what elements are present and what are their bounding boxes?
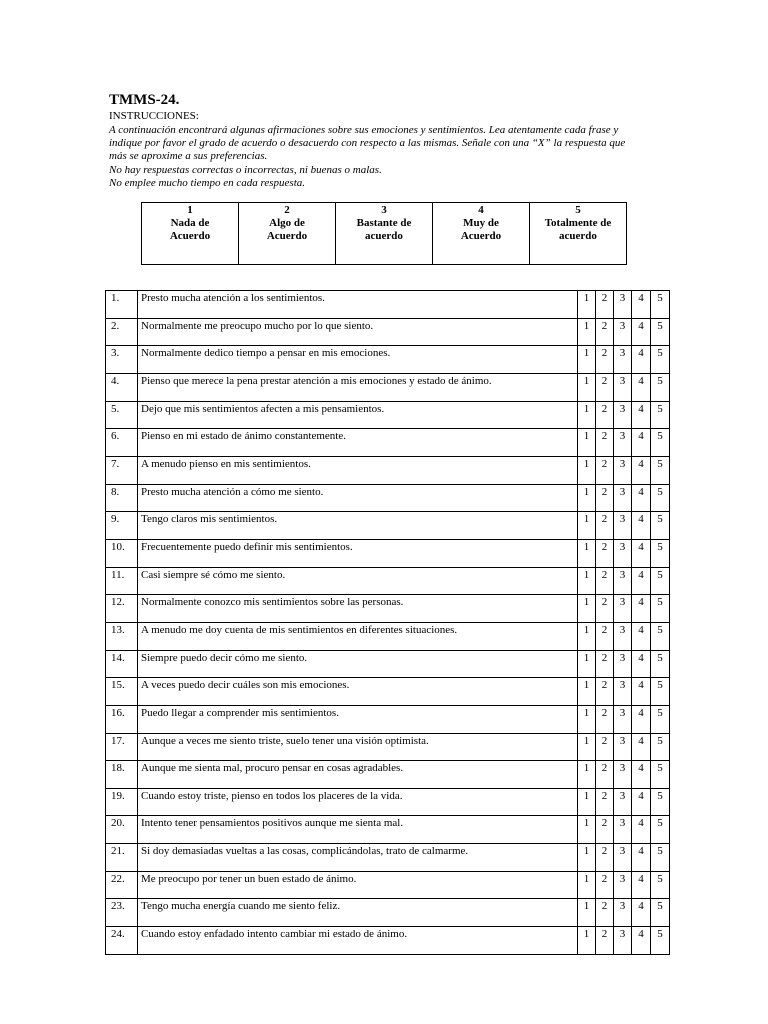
response-option-2[interactable]: 2 — [596, 816, 614, 844]
table-row — [106, 927, 670, 955]
response-option-4[interactable]: 4 — [632, 291, 651, 319]
response-option-1[interactable]: 1 — [578, 899, 596, 927]
item-statement: Cuando estoy enfadado intento cambiar mi estado de ánimo. — [138, 927, 578, 955]
scale-label: Acuerdo — [266, 230, 308, 242]
instructions-heading: INSTRUCCIONES: — [109, 110, 199, 122]
response-option-4[interactable]: 4 — [632, 650, 651, 678]
response-option-2[interactable]: 2 — [596, 927, 614, 955]
item-statement: Si doy demasiadas vueltas a las cosas, complicándolas, trato de calmarme. — [138, 844, 578, 872]
table-row — [106, 733, 670, 761]
scale-number: 1 — [187, 204, 193, 216]
table-row — [106, 761, 670, 789]
table-row — [106, 512, 670, 540]
table-row — [106, 816, 670, 844]
response-option-4[interactable]: 4 — [632, 539, 651, 567]
response-option-4[interactable]: 4 — [632, 318, 651, 346]
response-option-2[interactable]: 2 — [596, 484, 614, 512]
scale-row — [142, 203, 627, 265]
scale-label: acuerdo — [365, 230, 403, 242]
response-option-5[interactable]: 5 — [651, 595, 670, 623]
scale-label: Acuerdo — [169, 230, 211, 242]
item-number: 20. — [106, 816, 138, 844]
table-row — [106, 346, 670, 374]
response-option-1[interactable]: 1 — [578, 650, 596, 678]
response-option-4[interactable]: 4 — [632, 456, 651, 484]
item-number: 24. — [106, 927, 138, 955]
response-option-5[interactable]: 5 — [651, 678, 670, 706]
scale-label: acuerdo — [559, 230, 597, 242]
response-option-2[interactable]: 2 — [596, 733, 614, 761]
response-option-3[interactable]: 3 — [614, 678, 632, 706]
response-option-4[interactable]: 4 — [632, 705, 651, 733]
response-option-3[interactable]: 3 — [614, 373, 632, 401]
item-number: 14. — [106, 650, 138, 678]
response-option-5[interactable]: 5 — [651, 622, 670, 650]
response-option-2[interactable]: 2 — [596, 761, 614, 789]
response-option-3[interactable]: 3 — [614, 595, 632, 623]
scale-number: 4 — [478, 204, 484, 216]
response-option-5[interactable]: 5 — [651, 484, 670, 512]
item-number: 22. — [106, 871, 138, 899]
response-option-3[interactable]: 3 — [614, 871, 632, 899]
response-option-2[interactable]: 2 — [596, 844, 614, 872]
item-statement: Dejo que mis sentimientos afecten a mis pensamientos. — [138, 401, 578, 429]
item-number: 15. — [106, 678, 138, 706]
response-option-1[interactable]: 1 — [578, 622, 596, 650]
response-option-5[interactable]: 5 — [651, 816, 670, 844]
response-option-4[interactable]: 4 — [632, 761, 651, 789]
response-option-1[interactable]: 1 — [578, 373, 596, 401]
item-statement: Pienso en mi estado de ánimo constantemente. — [138, 429, 578, 457]
response-option-3[interactable]: 3 — [614, 291, 632, 319]
response-option-5[interactable]: 5 — [651, 650, 670, 678]
response-option-3[interactable]: 3 — [614, 899, 632, 927]
item-number: 11. — [106, 567, 138, 595]
response-option-4[interactable]: 4 — [632, 844, 651, 872]
item-statement: Presto mucha atención a los sentimientos. — [138, 291, 578, 319]
response-option-2[interactable]: 2 — [596, 456, 614, 484]
response-option-5[interactable]: 5 — [651, 318, 670, 346]
response-option-3[interactable]: 3 — [614, 733, 632, 761]
response-option-1[interactable]: 1 — [578, 595, 596, 623]
response-option-4[interactable]: 4 — [632, 401, 651, 429]
instructions-line: A continuación encontrará algunas afirmaciones sobre sus emociones y sentimientos. Lea atentamente cada frase y — [109, 124, 619, 136]
response-option-4[interactable]: 4 — [632, 927, 651, 955]
table-row — [106, 705, 670, 733]
response-option-3[interactable]: 3 — [614, 705, 632, 733]
scale-number: 2 — [284, 204, 290, 216]
response-option-1[interactable]: 1 — [578, 512, 596, 540]
item-number: 13. — [106, 622, 138, 650]
item-number: 7. — [106, 456, 138, 484]
response-option-1[interactable]: 1 — [578, 291, 596, 319]
response-option-3[interactable]: 3 — [614, 650, 632, 678]
item-statement: A menudo me doy cuenta de mis sentimientos en diferentes situaciones. — [138, 622, 578, 650]
response-option-2[interactable]: 2 — [596, 678, 614, 706]
response-option-1[interactable]: 1 — [578, 705, 596, 733]
item-statement: Normalmente me preocupo mucho por lo que siento. — [138, 318, 578, 346]
table-row — [106, 788, 670, 816]
response-option-3[interactable]: 3 — [614, 346, 632, 374]
response-option-3[interactable]: 3 — [614, 788, 632, 816]
response-option-5[interactable]: 5 — [651, 761, 670, 789]
table-row — [106, 291, 670, 319]
item-statement: Puedo llegar a comprender mis sentimientos. — [138, 705, 578, 733]
document-title: TMMS-24. — [109, 92, 180, 108]
response-option-2[interactable]: 2 — [596, 539, 614, 567]
response-option-2[interactable]: 2 — [596, 429, 614, 457]
response-option-1[interactable]: 1 — [578, 456, 596, 484]
table-row — [106, 401, 670, 429]
table-row — [106, 899, 670, 927]
item-statement: Aunque a veces me siento triste, suelo tener una visión optimista. — [138, 733, 578, 761]
response-option-4[interactable]: 4 — [632, 429, 651, 457]
item-statement: A menudo pienso en mis sentimientos. — [138, 456, 578, 484]
response-option-3[interactable]: 3 — [614, 484, 632, 512]
response-option-4[interactable]: 4 — [632, 788, 651, 816]
item-statement: Siempre puedo decir cómo me siento. — [138, 650, 578, 678]
item-number: 23. — [106, 899, 138, 927]
instructions-text — [109, 124, 669, 190]
item-number: 9. — [106, 512, 138, 540]
item-statement: Frecuentemente puedo definir mis sentimientos. — [138, 539, 578, 567]
response-option-1[interactable]: 1 — [578, 761, 596, 789]
response-option-3[interactable]: 3 — [614, 539, 632, 567]
response-option-2[interactable]: 2 — [596, 622, 614, 650]
table-row — [106, 844, 670, 872]
response-option-3[interactable]: 3 — [614, 927, 632, 955]
scale-cell-1 — [142, 203, 239, 265]
response-option-2[interactable]: 2 — [596, 346, 614, 374]
instructions-line: No emplee mucho tiempo en cada respuesta. — [109, 176, 306, 189]
response-option-1[interactable]: 1 — [578, 733, 596, 761]
response-option-4[interactable]: 4 — [632, 346, 651, 374]
response-option-4[interactable]: 4 — [632, 733, 651, 761]
scale-label: Acuerdo — [460, 230, 502, 242]
table-row — [106, 595, 670, 623]
table-row — [106, 539, 670, 567]
scale-label: Muy de — [463, 217, 499, 229]
response-option-1[interactable]: 1 — [578, 318, 596, 346]
response-option-5[interactable]: 5 — [651, 291, 670, 319]
response-option-3[interactable]: 3 — [614, 318, 632, 346]
response-option-5[interactable]: 5 — [651, 456, 670, 484]
response-option-3[interactable]: 3 — [614, 761, 632, 789]
response-option-2[interactable]: 2 — [596, 871, 614, 899]
response-option-5[interactable]: 5 — [651, 733, 670, 761]
response-option-5[interactable]: 5 — [651, 429, 670, 457]
response-option-4[interactable]: 4 — [632, 373, 651, 401]
item-number: 4. — [106, 373, 138, 401]
response-option-2[interactable]: 2 — [596, 899, 614, 927]
item-number: 10. — [106, 539, 138, 567]
response-option-1[interactable]: 1 — [578, 401, 596, 429]
table-row — [106, 650, 670, 678]
response-option-3[interactable]: 3 — [614, 512, 632, 540]
response-option-1[interactable]: 1 — [578, 678, 596, 706]
response-option-4[interactable]: 4 — [632, 622, 651, 650]
item-number: 21. — [106, 844, 138, 872]
instructions-line: No hay respuestas correctas o incorrectas, ni buenas o malas. — [109, 163, 382, 176]
item-statement: Tengo mucha energía cuando me siento feliz. — [138, 899, 578, 927]
scale-cell-4 — [433, 203, 530, 265]
response-option-5[interactable]: 5 — [651, 401, 670, 429]
response-scale-table — [141, 202, 627, 265]
response-option-5[interactable]: 5 — [651, 346, 670, 374]
item-number: 18. — [106, 761, 138, 789]
item-statement: Casi siempre sé cómo me siento. — [138, 567, 578, 595]
response-option-1[interactable]: 1 — [578, 429, 596, 457]
item-statement: A veces puedo decir cuáles son mis emociones. — [138, 678, 578, 706]
table-row — [106, 456, 670, 484]
response-option-4[interactable]: 4 — [632, 484, 651, 512]
questionnaire-table — [105, 290, 670, 955]
response-option-2[interactable]: 2 — [596, 788, 614, 816]
response-option-3[interactable]: 3 — [614, 456, 632, 484]
item-statement: Tengo claros mis sentimientos. — [138, 512, 578, 540]
response-option-1[interactable]: 1 — [578, 844, 596, 872]
scale-cell-5 — [530, 203, 627, 265]
response-option-2[interactable]: 2 — [596, 705, 614, 733]
item-statement: Intento tener pensamientos positivos aunque me sienta mal. — [138, 816, 578, 844]
scale-label: Algo de — [269, 217, 305, 229]
response-option-2[interactable]: 2 — [596, 318, 614, 346]
scale-label: Bastante de — [356, 217, 412, 229]
item-statement: Cuando estoy triste, pienso en todos los placeres de la vida. — [138, 788, 578, 816]
response-option-4[interactable]: 4 — [632, 816, 651, 844]
item-number: 19. — [106, 788, 138, 816]
item-number: 16. — [106, 705, 138, 733]
scale-label: Totalmente de — [544, 217, 612, 229]
scale-number: 5 — [575, 204, 581, 216]
table-row — [106, 429, 670, 457]
scale-cell-2 — [239, 203, 336, 265]
item-number: 1. — [106, 291, 138, 319]
item-number: 6. — [106, 429, 138, 457]
response-option-5[interactable]: 5 — [651, 927, 670, 955]
response-option-2[interactable]: 2 — [596, 567, 614, 595]
response-option-4[interactable]: 4 — [632, 871, 651, 899]
item-number: 3. — [106, 346, 138, 374]
item-number: 2. — [106, 318, 138, 346]
response-option-3[interactable]: 3 — [614, 429, 632, 457]
response-option-5[interactable]: 5 — [651, 899, 670, 927]
table-row — [106, 678, 670, 706]
response-option-3[interactable]: 3 — [614, 622, 632, 650]
table-row — [106, 373, 670, 401]
instructions-line: indique por favor el grado de acuerdo o desacuerdo con respecto a las mismas. Señale con una “X” la respuesta que — [109, 137, 626, 150]
response-option-1[interactable]: 1 — [578, 816, 596, 844]
response-option-2[interactable]: 2 — [596, 512, 614, 540]
response-option-4[interactable]: 4 — [632, 567, 651, 595]
response-option-2[interactable]: 2 — [596, 650, 614, 678]
item-statement: Pienso que merece la pena prestar atención a mis emociones y estado de ánimo. — [138, 373, 578, 401]
response-option-4[interactable]: 4 — [632, 899, 651, 927]
response-option-5[interactable]: 5 — [651, 705, 670, 733]
table-row — [106, 484, 670, 512]
response-option-3[interactable]: 3 — [614, 567, 632, 595]
item-statement: Aunque me sienta mal, procuro pensar en cosas agradables. — [138, 761, 578, 789]
table-row — [106, 567, 670, 595]
response-option-1[interactable]: 1 — [578, 871, 596, 899]
response-option-3[interactable]: 3 — [614, 816, 632, 844]
response-option-4[interactable]: 4 — [632, 595, 651, 623]
response-option-1[interactable]: 1 — [578, 788, 596, 816]
table-row — [106, 622, 670, 650]
response-option-3[interactable]: 3 — [614, 401, 632, 429]
response-option-5[interactable]: 5 — [651, 373, 670, 401]
scale-label: Nada de — [170, 217, 210, 229]
response-option-2[interactable]: 2 — [596, 373, 614, 401]
response-option-2[interactable]: 2 — [596, 401, 614, 429]
response-option-5[interactable]: 5 — [651, 788, 670, 816]
response-option-1[interactable]: 1 — [578, 346, 596, 374]
instructions-line: más se aproxime a sus preferencias. — [109, 150, 268, 163]
response-option-3[interactable]: 3 — [614, 844, 632, 872]
response-option-4[interactable]: 4 — [632, 678, 651, 706]
item-number: 8. — [106, 484, 138, 512]
scale-cell-3 — [336, 203, 433, 265]
response-option-5[interactable]: 5 — [651, 844, 670, 872]
scale-number: 3 — [381, 204, 387, 216]
item-statement: Me preocupo por tener un buen estado de ánimo. — [138, 871, 578, 899]
item-number: 12. — [106, 595, 138, 623]
response-option-4[interactable]: 4 — [632, 512, 651, 540]
item-statement: Normalmente dedico tiempo a pensar en mis emociones. — [138, 346, 578, 374]
item-number: 5. — [106, 401, 138, 429]
table-row — [106, 318, 670, 346]
response-option-1[interactable]: 1 — [578, 484, 596, 512]
response-option-1[interactable]: 1 — [578, 927, 596, 955]
response-option-2[interactable]: 2 — [596, 291, 614, 319]
response-option-1[interactable]: 1 — [578, 539, 596, 567]
response-option-1[interactable]: 1 — [578, 567, 596, 595]
item-statement: Presto mucha atención a cómo me siento. — [138, 484, 578, 512]
response-option-5[interactable]: 5 — [651, 539, 670, 567]
item-number: 17. — [106, 733, 138, 761]
response-option-5[interactable]: 5 — [651, 871, 670, 899]
item-statement: Normalmente conozco mis sentimientos sobre las personas. — [138, 595, 578, 623]
response-option-2[interactable]: 2 — [596, 595, 614, 623]
response-option-5[interactable]: 5 — [651, 567, 670, 595]
response-option-5[interactable]: 5 — [651, 512, 670, 540]
table-row — [106, 871, 670, 899]
